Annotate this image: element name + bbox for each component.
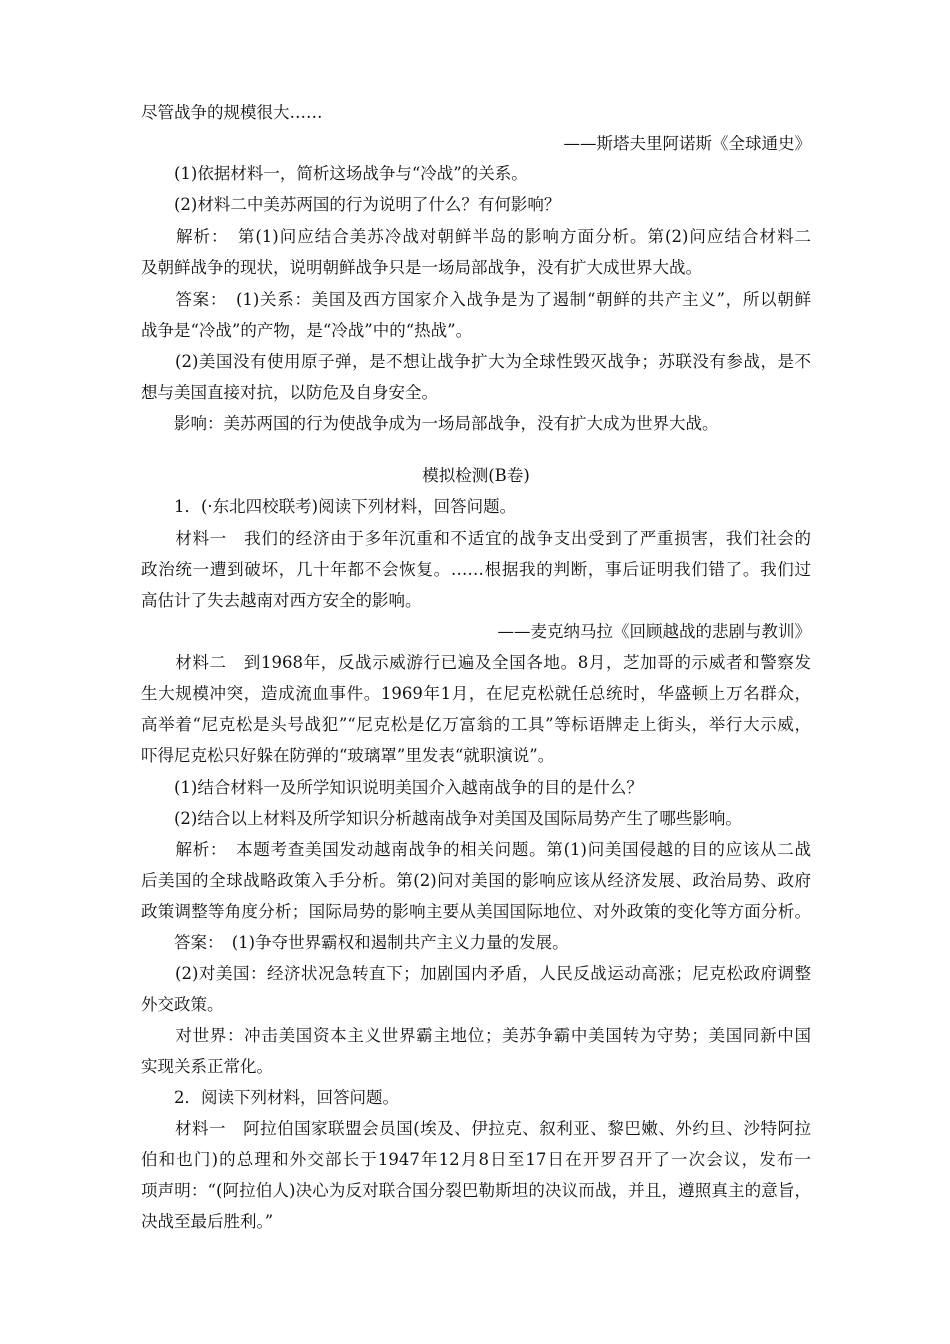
material-line: 生大规模冲突，造成流血事件。1969年1月，在尼克松就任总统时，华盛顿上万名群众， <box>141 684 811 703</box>
material-line: 决战至最后胜利。” <box>141 1212 274 1231</box>
analysis-line: 政策调整等角度分析；国际局势的影响主要从美国国际地位、对外政策的变化等方面分析。 <box>141 902 811 921</box>
answer-line: 外交政策。 <box>141 995 224 1014</box>
answer-line: 想与美国直接对抗，以防危及自身安全。 <box>141 383 438 402</box>
material-line: 政治统一遭到破坏，几十年都不会恢复。……根据我的判断，事后证明我们错了。我们过 <box>141 560 811 579</box>
question-heading: 2．阅读下列材料，回答问题。 <box>141 1088 399 1107</box>
question-line: (1)依据材料一，简析这场战争与“冷战”的关系。 <box>141 164 528 183</box>
material-line: 高举着“尼克松是头号战犯”“尼克松是亿万富翁的工具”等标语牌走上街头，举行大示威， <box>141 715 811 734</box>
question-heading: 1．(·东北四校联考)阅读下列材料，回答问题。 <box>141 497 517 516</box>
analysis-line: 解析： 本题考查美国发动越南战争的相关问题。第(1)问美国侵越的目的应该从二战 <box>141 840 811 859</box>
answer-line: 答案： (1)关系：美国及西方国家介入战争是为了遏制“朝鲜的共产主义”，所以朝鲜 <box>141 290 811 309</box>
analysis-line: 及朝鲜战争的现状，说明朝鲜战争只是一场局部战争，没有扩大成世界大战。 <box>141 258 702 277</box>
material-line: 材料一 阿拉伯国家联盟会员国(埃及、伊拉克、叙利亚、黎巴嫩、外约旦、沙特阿拉 <box>141 1119 811 1138</box>
answer-line: 战争是“冷战”的产物，是“冷战”中的“热战”。 <box>141 321 473 340</box>
answer-line: 对世界：冲击美国资本主义世界霸主地位；美苏争霸中美国转为守势；美国同新中国 <box>141 1026 811 1045</box>
source-citation: ——麦克纳马拉《回顾越战的悲剧与教训》 <box>497 622 811 641</box>
material-line: 项声明：“(阿拉伯人)决心为反对联合国分裂巴勒斯坦的决议而战，并且，遵照真主的意旨， <box>141 1181 811 1200</box>
material-line: 材料二 到1968年，反战示威游行已遍及全国各地。8月，芝加哥的示威者和警察发 <box>141 653 811 672</box>
question-line: (1)结合材料一及所学知识说明美国介入越南战争的目的是什么？ <box>141 778 643 797</box>
question-line: (2)结合以上材料及所学知识分析越南战争对美国及国际局势产生了哪些影响。 <box>141 809 742 828</box>
answer-line: (2)对美国：经济状况急转直下；加剧国内矛盾，人民反战运动高涨；尼克松政府调整 <box>141 964 811 983</box>
material-line: 材料一 我们的经济由于多年沉重和不适宜的战争支出受到了严重损害，我们社会的 <box>141 529 811 548</box>
material-line: 高估计了失去越南对西方安全的影响。 <box>141 591 422 610</box>
question-line: (2)材料二中美苏两国的行为说明了什么？有何影响？ <box>141 195 561 214</box>
source-citation: ——斯塔夫里阿诺斯《全球通史》 <box>563 134 811 153</box>
answer-line: 影响：美苏两国的行为使战争成为一场局部战争，没有扩大成为世界大战。 <box>141 414 719 433</box>
answer-line: (2)美国没有使用原子弹，是不想让战争扩大为全球性毁灭战争；苏联没有参战，是不 <box>141 352 811 371</box>
answer-line: 实现关系正常化。 <box>141 1057 273 1076</box>
material-line: 伯和也门)的总理和外交部长于1947年12月8日至17日在开罗召开了一次会议，发布一 <box>141 1150 811 1169</box>
analysis-line: 后美国的全球战略政策入手分析。第(2)问对美国的影响应该从经济发展、政治局势、政府 <box>141 871 811 890</box>
text-line: 尽管战争的规模很大…… <box>141 103 323 122</box>
material-line: 吓得尼克松只好躲在防弹的“玻璃罩”里发表“就职演说”。 <box>141 746 555 765</box>
answer-line: 答案： (1)争夺世界霸权和遏制共产主义力量的发展。 <box>141 933 569 952</box>
analysis-line: 解析： 第(1)问应结合美苏冷战对朝鲜半岛的影响方面分析。第(2)问应结合材料二 <box>141 227 811 246</box>
section-title: 模拟检测(B卷) <box>422 466 530 485</box>
